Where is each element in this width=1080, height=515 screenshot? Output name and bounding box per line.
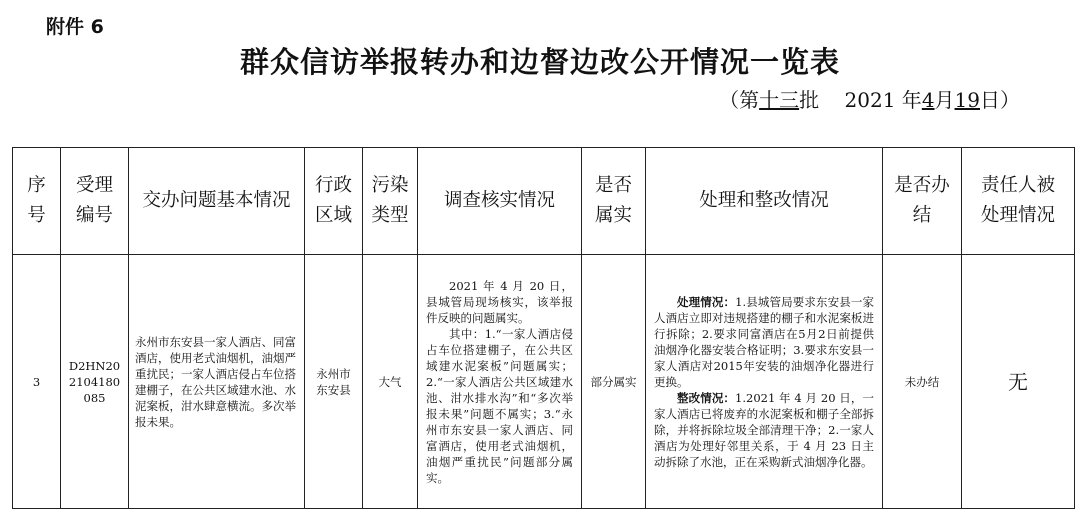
investigation-details: 其中：1.“一家人酒店侵占车位搭建棚子，在公共区域建水泥案板”问题属实；2.“一家人酒店公共区域建水池、泔水排水沟”和“多次举报未果”问题不属实；3.“永州市东安县一家人酒店、同富酒店，使用老式油烟机，油烟严重扰民”问题部分属实。	[426, 326, 573, 485]
header-case-id: 受理编号	[61, 148, 129, 255]
batch-month: 4	[921, 88, 935, 112]
table-row	[13, 255, 1075, 509]
cell-region: 永州市东安县	[305, 255, 363, 509]
report-table	[12, 147, 1075, 509]
cell-is-true: 部分属实	[582, 255, 646, 509]
cell-index: 3	[13, 255, 61, 509]
batch-number: 十三	[759, 88, 800, 112]
batch-month-suffix: 月	[934, 88, 955, 112]
header-region: 行政区域	[305, 148, 363, 255]
batch-day: 19	[954, 88, 980, 112]
cell-pollution-type: 大气	[363, 255, 418, 509]
header-row	[13, 148, 1075, 255]
attachment-label: 附件 6	[46, 16, 104, 38]
batch-year: 2021 年	[844, 88, 922, 112]
handling-paragraph	[654, 294, 874, 390]
cell-handling	[646, 255, 883, 509]
cell-accountability: 无	[962, 255, 1075, 509]
cell-investigation	[418, 255, 582, 509]
header-investigation: 调查核实情况	[418, 148, 582, 255]
header-index: 序号	[13, 148, 61, 255]
header-is-true: 是否属实	[582, 148, 646, 255]
batch-open: （第	[719, 88, 760, 112]
page-title: 群众信访举报转办和边督边改公开情况一览表	[239, 45, 840, 79]
batch-day-suffix: 日）	[980, 88, 1020, 112]
handling-text: 1.县城管局要求东安县一家人酒店立即对违规搭建的棚子和水泥案板进行拆除；2.要求同富酒店在5月2日前提供油烟净化器安装合格证明；3.要求东安县一家人酒店对2015年安装的油烟净化器进行更换。	[654, 294, 874, 389]
cell-concluded: 未办结	[883, 255, 962, 509]
batch-suffix: 批	[799, 88, 820, 112]
rectify-text: 1.2021 年 4 月 20 日，一家人酒店已将废弃的水泥案板和棚子全部拆除，并将拆除垃圾全部清理干净；2.一家人酒店为处理好邻里关系，于 4 月 23 日主动拆除了水池，正在采购新式油烟净化器。	[654, 390, 874, 469]
cell-case-id: D2HN202104180085	[61, 255, 129, 509]
batch-date	[719, 84, 1020, 113]
investigation-summary: 2021 年 4 月 20 日，县城管局现场核实，该举报件反映的问题属实。	[426, 278, 573, 325]
rectify-label: 整改情况：	[677, 390, 736, 405]
header-pollution-type: 污染类型	[363, 148, 418, 255]
header-problem: 交办问题基本情况	[129, 148, 305, 255]
handling-label: 处理情况：	[677, 294, 736, 309]
rectify-paragraph	[654, 390, 874, 470]
header-concluded: 是否办结	[883, 148, 962, 255]
header-handling: 处理和整改情况	[646, 148, 883, 255]
header-accountability: 责任人被处理情况	[962, 148, 1075, 255]
cell-problem: 永州市东安县一家人酒店、同富酒店，使用老式油烟机，油烟严重扰民；一家人酒店侵占车位搭建棚子，在公共区域建水池、水泥案板，泔水肆意横流。多次举报未果。	[129, 255, 305, 509]
